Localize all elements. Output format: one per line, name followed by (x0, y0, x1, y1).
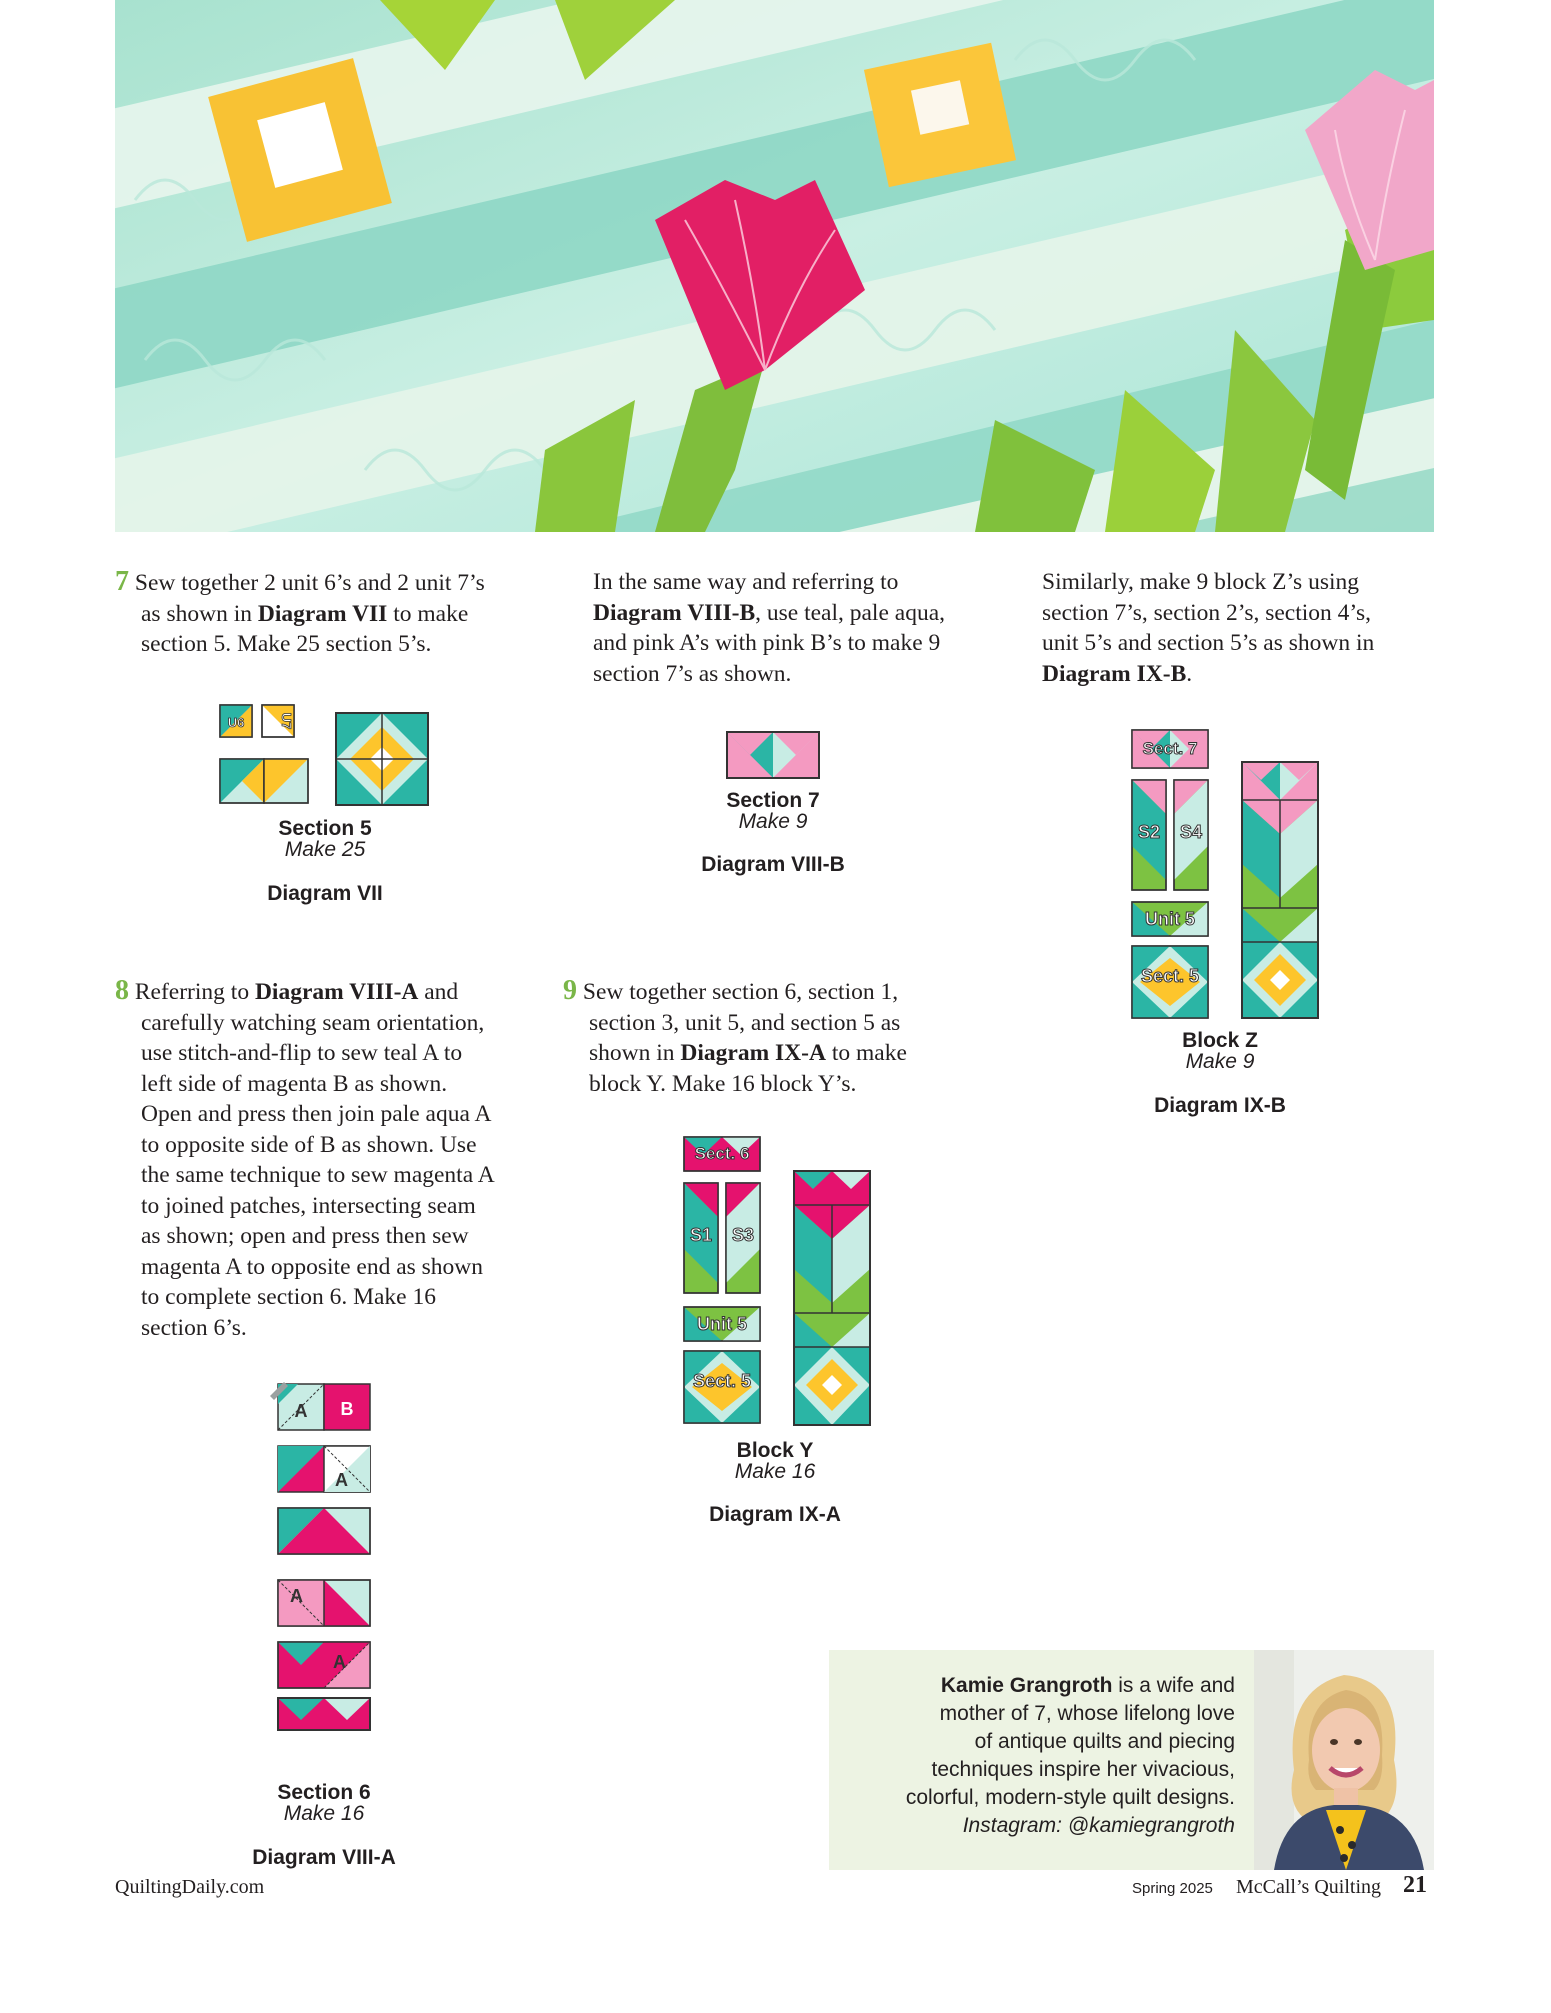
caption-title: Section 5 (278, 817, 372, 840)
section-5-piece (684, 1351, 760, 1423)
text-line: the same technique to sew magenta A (141, 1162, 495, 1188)
a-label: A (294, 1401, 308, 1421)
text-line: block Y. Make 16 block Y’s. (589, 1070, 857, 1097)
text-line: , use teal, pale aqua, (755, 599, 945, 626)
diagram-ix-a-title: Diagram IX-A (709, 1503, 841, 1526)
unit-5-label: Unit 5 (1144, 909, 1196, 929)
text-line: magenta A to opposite end as shown (141, 1253, 484, 1280)
text-line: . (1186, 660, 1193, 687)
block-z-caption (1120, 1030, 1320, 1073)
step-7-cont-text (593, 567, 1013, 689)
text-line: In the same way and referring to (593, 569, 899, 595)
text-line: use stitch-and-flip to sew teal A to (141, 1040, 463, 1066)
s2-label: S2 (1137, 822, 1161, 842)
text-line: mother of 7, whose lifelong love (939, 1702, 1235, 1725)
s3-label: S3 (731, 1225, 755, 1245)
step-a-b-pieces (270, 1382, 370, 1430)
unit-7-label: U7 (279, 712, 294, 730)
s1-label: S1 (689, 1225, 713, 1245)
text-line: colorful, modern-style quilt designs. (905, 1786, 1235, 1809)
unit-6-7-bottom-row (220, 759, 308, 803)
a-label: A (335, 1470, 348, 1490)
caption-make: Make 16 (734, 1460, 816, 1483)
section-5-caption (225, 818, 425, 861)
text-line: to make (825, 1040, 907, 1066)
quilt-photo-illustration (115, 0, 1434, 532)
text-line: and (418, 979, 459, 1005)
section-7-caption (673, 790, 873, 833)
block-y-caption (675, 1440, 875, 1483)
caption-make: Make 16 (283, 1802, 365, 1825)
unit-6-square (220, 705, 252, 737)
step-9-text (563, 976, 1003, 1099)
text-line: section 3, unit 5, and section 5 as (589, 1009, 901, 1036)
text-line: Sew together 2 unit 6’s and 2 unit 7’s (134, 570, 485, 596)
sect-6-label: Sect. 6 (694, 1144, 750, 1163)
diagram-reference: Diagram IX-A (680, 1040, 826, 1066)
diagram-reference: Diagram VIII-B (593, 599, 756, 626)
text-line: carefully watching seam orientation, (141, 1009, 485, 1036)
text-line: to make (387, 600, 469, 627)
b-label: B (340, 1399, 354, 1419)
diagram-reference: Diagram VII (257, 600, 388, 627)
caption-make: Make 9 (738, 810, 808, 833)
designer-bio-text (845, 1672, 1235, 1840)
unit-5-label: Unit 5 (696, 1314, 748, 1334)
text-line: as shown in (141, 600, 258, 627)
section-6-caption (224, 1782, 424, 1825)
unit-5-piece (684, 1307, 760, 1341)
diagram-vii-illustration (218, 703, 434, 807)
step-5-piece (278, 1642, 370, 1688)
text-line: Referring to (134, 979, 255, 1005)
footer-site[interactable]: QuiltingDaily.com (115, 1876, 265, 1898)
diagram-reference: Diagram VIII-A (254, 979, 419, 1005)
caption-title: Section 7 (726, 789, 820, 812)
unit-6-label: U6 (227, 715, 245, 730)
diagram-ix-a-illustration (680, 1135, 874, 1429)
section-1-piece (684, 1183, 718, 1293)
text-line: Sew together section 6, section 1, (582, 979, 899, 1005)
sect-7-label: Sect. 7 (1142, 739, 1198, 758)
step-2-piece (278, 1446, 370, 1492)
step-3-piece (278, 1508, 370, 1554)
text-line: Similarly, make 9 block Z’s using (1042, 569, 1359, 595)
block-z-text (1042, 567, 1442, 689)
diagram-viii-a-illustration (268, 1380, 376, 1732)
diagram-viii-b-title: Diagram VIII-B (701, 853, 845, 876)
text-line: section 5. Make 25 section 5’s. (141, 631, 432, 657)
text-line: of antique quilts and piecing (974, 1730, 1235, 1753)
instagram-handle: Instagram: @kamiegrangroth (962, 1814, 1235, 1837)
unit-5-piece (1132, 902, 1208, 936)
quilt-photo (115, 0, 1434, 532)
text-line: to complete section 6. Make 16 (141, 1284, 436, 1310)
section-6-piece (684, 1137, 760, 1171)
text-line: is a wife and (1112, 1674, 1235, 1697)
text-line: Open and press then join pale aqua A (141, 1101, 492, 1127)
text-line: techniques inspire her vivacious, (931, 1758, 1235, 1781)
sect-5-label: Sect. 5 (1140, 966, 1200, 986)
text-line: left side of magenta B as shown. (141, 1070, 448, 1097)
unit-7-square (262, 705, 294, 737)
caption-make: Make 25 (284, 838, 366, 861)
designer-portrait (1254, 1650, 1434, 1870)
sect-5-label: Sect. 5 (692, 1371, 752, 1391)
step-8-text (115, 976, 555, 1343)
text-line: to joined patches, intersecting seam (141, 1192, 476, 1219)
text-line: as shown; open and press then sew (141, 1223, 469, 1249)
designer-name: Kamie Grangroth (940, 1674, 1113, 1697)
section-3-piece (726, 1183, 760, 1293)
diagram-viii-a-title: Diagram VIII-A (252, 1846, 396, 1869)
a-label: A (290, 1586, 303, 1606)
diagram-reference: Diagram IX-B (1042, 660, 1187, 687)
caption-title: Block Z (1182, 1029, 1258, 1052)
section-5-piece (1132, 946, 1208, 1018)
text-line: to opposite side of B as shown. Use (141, 1131, 477, 1158)
caption-make: Make 9 (1185, 1050, 1255, 1073)
section-5-block (336, 713, 428, 805)
step-7-text (115, 567, 535, 660)
section-4-piece (1174, 780, 1208, 890)
section-2-piece (1132, 780, 1166, 890)
footer-issue: Spring 2025 (1132, 1880, 1213, 1897)
text-line: shown in (589, 1040, 681, 1066)
a-label: A (333, 1652, 346, 1672)
section-6-piece (278, 1698, 370, 1730)
text-line: unit 5’s and section 5’s as shown in (1042, 630, 1375, 656)
s4-label: S4 (1179, 822, 1203, 842)
step-number: 9 (563, 975, 577, 1006)
caption-title: Section 6 (277, 1781, 371, 1804)
diagram-ix-b-illustration (1128, 728, 1322, 1022)
diagram-ix-b-title: Diagram IX-B (1154, 1094, 1286, 1117)
footer-magazine: McCall’s Quilting (1236, 1876, 1381, 1898)
step-number: 8 (115, 975, 129, 1006)
section-7-piece (1132, 730, 1208, 768)
page-number: 21 (1403, 1872, 1427, 1898)
step-number: 7 (115, 566, 129, 597)
diagram-viii-b-illustration (725, 730, 821, 780)
block-z-complete (1242, 762, 1318, 1018)
text-line: and pink A’s with pink B’s to make 9 (593, 630, 941, 656)
caption-title: Block Y (736, 1439, 814, 1462)
text-line: section 7’s, section 2’s, section 4’s, (1042, 599, 1371, 626)
text-line: section 7’s as shown. (593, 660, 792, 687)
text-line: section 6’s. (141, 1314, 247, 1341)
diagram-vii-title: Diagram VII (267, 882, 383, 905)
block-y-complete (794, 1171, 870, 1425)
step-4-piece (278, 1580, 370, 1626)
